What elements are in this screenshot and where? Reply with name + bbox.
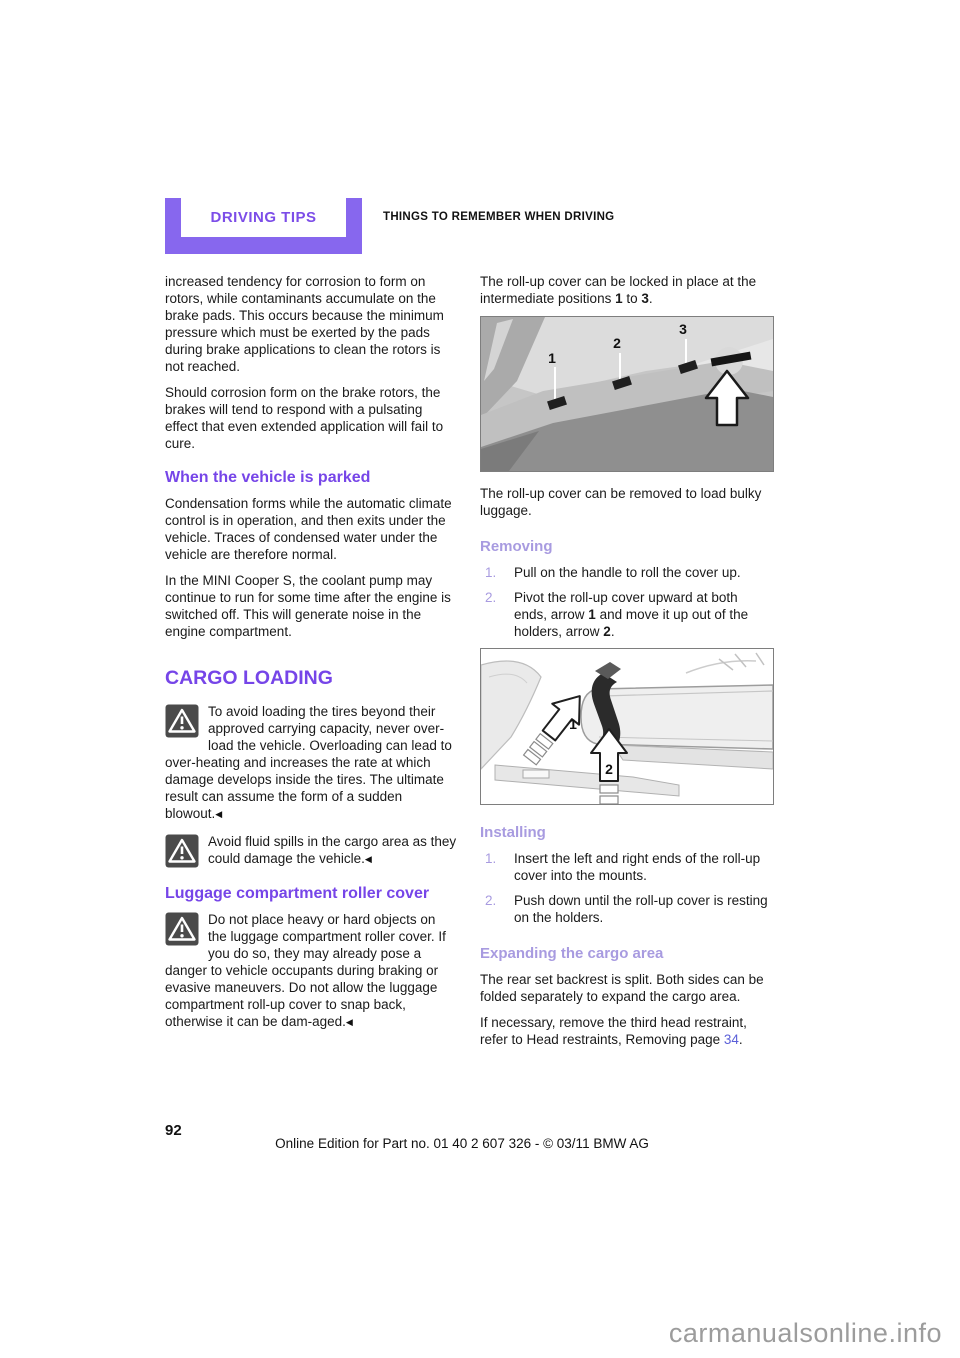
end-of-warning-mark: ◀: [215, 809, 223, 819]
paragraph: The rear set backrest is split. Both sides can be folded separately to expand the cargo area.: [480, 972, 764, 1004]
list-item: [480, 564, 773, 581]
installing-steps: [480, 850, 773, 926]
watermark: carmanualsonline.info: [668, 1318, 942, 1348]
list-number: 2.: [485, 893, 497, 908]
figure2-label-2: 2: [605, 761, 613, 777]
list-item: [480, 892, 773, 926]
figure-roller-cover-positions: [480, 316, 774, 472]
paragraph: Should corrosion form on the brake rotors, the brakes will tend to respond with a pulsating effect that even extended application will fail to cure.: [165, 385, 444, 451]
page-context-title: THINGS TO REMEMBER WHEN DRIVING: [383, 211, 615, 223]
warning-triangle-icon: [165, 704, 199, 738]
roller-cover-removal-illustration: [481, 649, 773, 804]
warning-text: Do not place heavy or hard objects on the luggage compartment roller cover. If you do so, they may already pose a danger to vehicle occupants during braking or evasive maneuvers. Do not allow the luggage compartment roll-up cover to snap back, otherwise it can be dam-aged.: [165, 912, 446, 1029]
subheading-removing: Removing: [480, 538, 553, 555]
figure-roller-cover-removal: [480, 648, 774, 805]
warning-triangle-icon: [165, 834, 199, 868]
warning-block: [165, 911, 457, 1031]
list-number: 2.: [485, 590, 497, 605]
page-reference-link[interactable]: 34: [723, 1032, 739, 1047]
removing-steps: [480, 564, 773, 640]
warning-text: To avoid loading the tires beyond their approved carrying capacity, never over-load the vehicle. Overloading can lead to over-heating and increases the rate at which damage develops inside the tires. The ultimate result can assume the form of a sudden blowout.: [165, 704, 452, 821]
paragraph: increased tendency for corrosion to form on rotors, while contaminants accumulate on the brake pads. This occurs because the minimum pressure which must be exerted by the pads during brake applications to clean the rotors is not reached.: [165, 274, 444, 374]
end-of-warning-mark: ◀: [345, 1017, 353, 1027]
subheading-installing: Installing: [480, 824, 546, 841]
warning-block: [165, 703, 457, 823]
list-number: 1.: [485, 851, 497, 866]
list-item: [480, 850, 773, 884]
warning-block: [165, 833, 457, 868]
section-heading-parked: When the vehicle is parked: [165, 469, 371, 486]
chapter-tab-label: DRIVING TIPS: [210, 209, 317, 226]
list-text: Push down until the roll-up cover is resting on the holders.: [514, 893, 768, 925]
paragraph: The roll-up cover can be locked in place at the intermediate positions 1 to 3.: [480, 274, 757, 306]
edition-footer: Online Edition for Part no. 01 40 2 607 326 - © 03/11 BMW AG: [275, 1136, 649, 1151]
warning-triangle-icon: [165, 912, 199, 946]
right-column: [480, 273, 773, 1057]
left-column: [165, 273, 457, 1041]
figure1-label-2: 2: [613, 335, 621, 351]
list-text: Insert the left and right ends of the roll-up cover into the mounts.: [514, 851, 761, 883]
paragraph: If necessary, remove the third head restraint, refer to Head restraints, Removing page 34.: [480, 1015, 747, 1047]
end-of-warning-mark: ◀: [364, 854, 372, 864]
chapter-heading-cargo-loading: CARGO LOADING: [165, 667, 333, 689]
section-heading-roller-cover: Luggage compartment roller cover: [165, 885, 430, 902]
figure2-label-1: 1: [569, 716, 577, 732]
warning-text: Avoid fluid spills in the cargo area as they could damage the vehicle.: [208, 834, 457, 866]
cargo-area-photo-illustration: [481, 317, 773, 471]
list-number: 1.: [485, 565, 497, 580]
list-item: [480, 589, 773, 640]
figure1-label-3: 3: [679, 321, 687, 337]
subheading-expanding-cargo-area: Expanding the cargo area: [480, 945, 664, 962]
page-number: 92: [165, 1122, 182, 1139]
chapter-tab: [165, 198, 362, 254]
paragraph: In the MINI Cooper S, the coolant pump may continue to run for some time after the engine is switched off. This will generate noise in the engine compartment.: [165, 573, 451, 639]
list-text: Pivot the roll-up cover upward at both ends, arrow 1 and move it up out of the holders, arrow 2.: [514, 590, 749, 639]
paragraph: Condensation forms while the automatic climate control is in operation, and then exits under the vehicle. Traces of condensed water under the vehicle are therefore normal.: [165, 496, 452, 562]
list-text: Pull on the handle to roll the cover up.: [514, 565, 741, 580]
figure1-label-1: 1: [548, 350, 556, 366]
paragraph: The roll-up cover can be removed to load bulky luggage.: [480, 486, 762, 518]
